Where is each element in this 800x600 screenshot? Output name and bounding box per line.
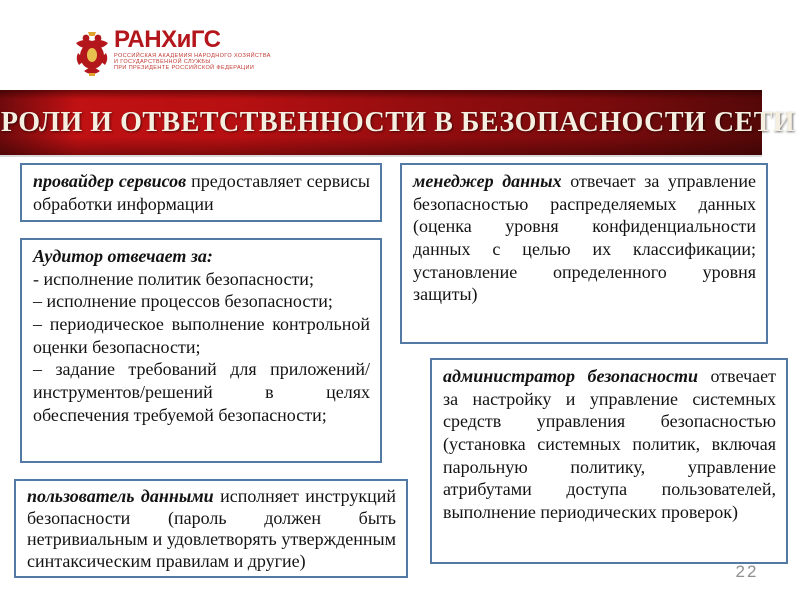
slide-title: РОЛИ И ОТВЕТСТВЕННОСТИ В БЕЗОПАСНОСТИ СЕТИ [0,106,796,138]
auditor-box [20,238,382,463]
data-manager-paragraph [413,170,756,306]
service-provider-paragraph [33,170,370,215]
data-manager-box [400,163,768,344]
ranepa-logo-subtitle-line2: И ГОСУДАРСТВЕННОЙ СЛУЖБЫ [114,59,211,65]
auditor-item-2: – исполнение процессов безопасности; [33,291,333,312]
ranepa-logo [75,27,271,77]
page-number: 22 [735,562,759,581]
data-manager-lead: менеджер данных [413,171,562,191]
auditor-item-4: – задание требований для приложений/инструментов/решений в целях обеспечения требуемой безопасности; [33,359,370,425]
data-user-lead: пользователь данными [27,486,214,506]
security-admin-paragraph [443,365,776,524]
ranepa-logo-acronym: РАНХиГС [114,26,221,53]
auditor-lead: Аудитор отвечает за: [33,246,213,266]
security-admin-body: отвечает за настройку и управление системных средств управления безопасностью (установка системных политик, включая парольную политику, управление атрибутами доступа пользователей, выполнение периодических проверок) [443,366,777,523]
security-admin-lead: администратор безопасности [443,366,699,386]
ranepa-logo-texts [114,27,271,71]
auditor-item-1: - исполнение политик безопасности; [33,268,314,289]
auditor-item-3: – периодическое выполнение контрольной оценки безопасности; [33,314,370,357]
ranepa-logo-subtitle-line3: ПРИ ПРЕЗИДЕНТЕ РОССИЙСКОЙ ФЕДЕРАЦИИ [114,65,255,71]
data-user-box [14,479,408,578]
security-admin-box [430,358,788,564]
data-manager-body: отвечает за управление безопасностью распределяемых данных (оценка уровня конфиденциальности данных с целью их классификации; установление определенного уровня защиты) [413,171,756,305]
data-user-paragraph [27,486,396,572]
service-provider-body: предоставляет сервисы обработки информации [33,171,370,214]
service-provider-box [20,163,382,222]
ranepa-logo-subtitle-line1: РОССИЙСКАЯ АКАДЕМИЯ НАРОДНОГО ХОЗЯЙСТВА [114,53,271,59]
data-user-body: исполняет инструкций безопасности (пароль должен быть нетривиальным и удовлетворять утвержденным синтаксическим правилам и другие) [27,486,397,571]
service-provider-lead: провайдер сервисов [33,171,187,191]
title-banner [0,90,796,157]
ranepa-double-eagle-crest-icon [75,29,109,77]
